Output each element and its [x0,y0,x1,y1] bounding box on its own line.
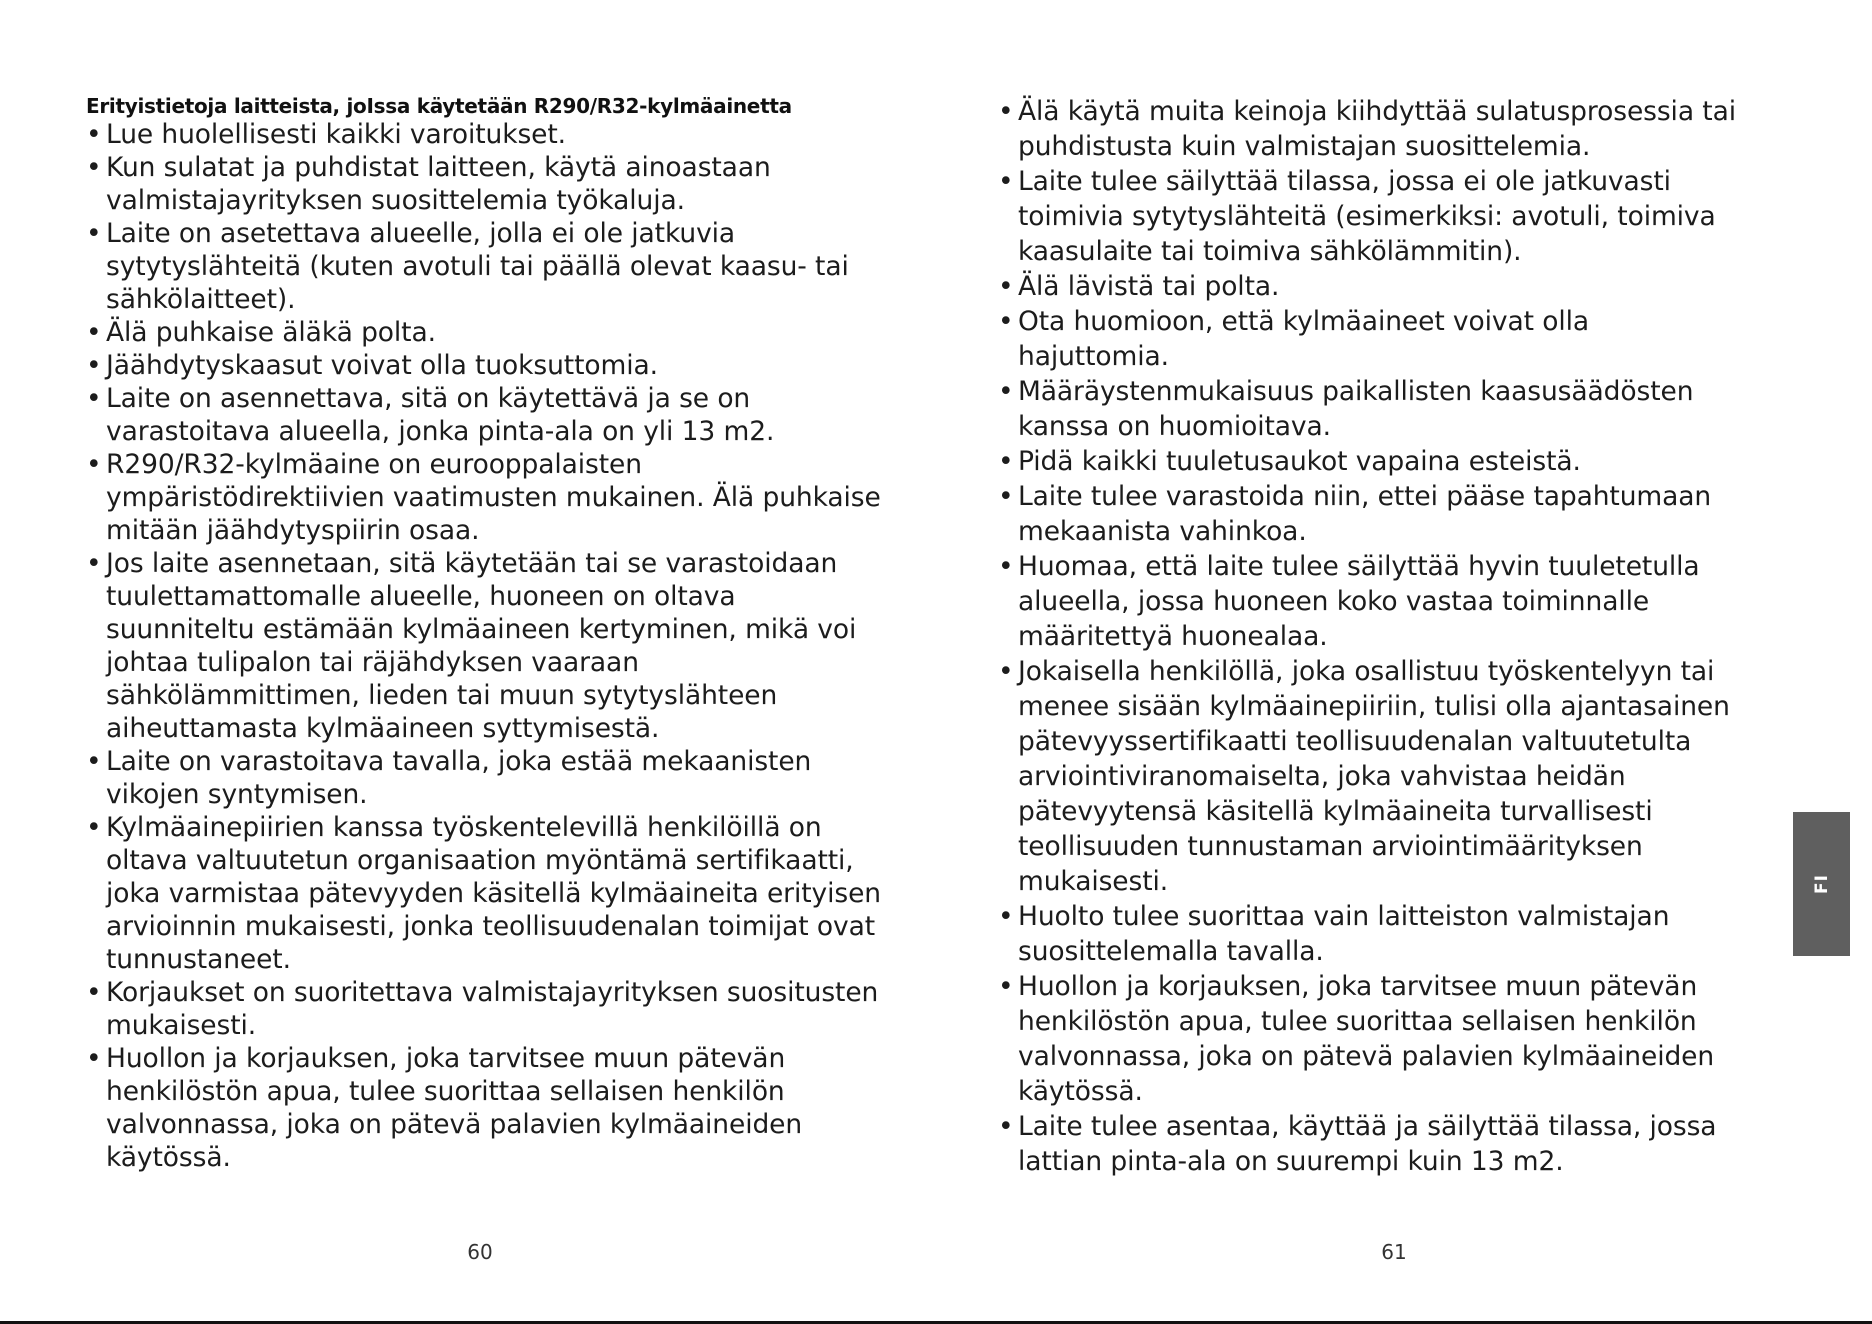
list-item [86,151,886,217]
list-item-text: Huollon ja korjauksen, joka tarvitsee muun pätevän henkilöstön apua, tulee suorittaa sellaisen henkilön valvonnassa, joka on pätevä palavien kylmäaineiden käytössä. [1018,971,1715,1107]
list-item [998,269,1738,304]
bullet-icon: • [998,306,1014,337]
list-item-text: Jokaisella henkilöllä, joka osallistuu työskentelyyn tai menee sisään kylmäainepiiriin, tulisi olla ajantasainen pätevyyssertifikaatti teollisuudenalan valtuutetulta arviointiviranomaiselta, joka vahvistaa heidän pätevyytensä käsitellä kylmäaineita turvallisesti teollisuuden tunnustaman arviointimäärityksen mukaisesti. [1018,656,1730,897]
bullet-icon: • [86,317,102,348]
list-item-text: Huolto tulee suorittaa vain laitteiston valmistajan suosittelemalla tavalla. [1018,901,1670,967]
list-item [86,547,886,745]
list-item-text: Jäähdytyskaasut voivat olla tuoksuttomia. [106,350,658,381]
list-item [998,899,1738,969]
list-item-text: Älä lävistä tai polta. [1018,271,1280,302]
bullet-icon: • [998,551,1014,582]
bullet-icon: • [998,271,1014,302]
list-item [86,1042,886,1174]
list-item-text: R290/R32-kylmäaine on eurooppalaisten ympäristödirektiivien vaatimusten mukainen. Älä puhkaise mitään jäähdytyspiirin osaa. [106,449,881,546]
list-item-text: Laite on varastoitava tavalla, joka estää mekaanisten vikojen syntymisen. [106,746,812,810]
list-item [998,164,1738,269]
right-page [936,0,1872,1310]
section-heading: Erityistietoja laitteista, joIssa käytetään R290/R32-kylmäainetta [86,94,792,118]
page-number: 60 [467,1240,493,1264]
bullet-icon: • [86,746,102,777]
list-item-text: Laite on asennettava, sitä on käytettävä ja se on varastoitava alueella, jonka pinta-ala on yli 13 m2. [106,383,775,447]
bullet-icon: • [998,166,1014,197]
list-item-text: Kylmäainepiirien kanssa työskentelevillä henkilöillä on oltava valtuutetun organisaation myöntämä sertifikaatti, joka varmistaa pätevyyden käsitellä kylmäaineita erityisen arvioinnin mukaisesti, jonka teollisuudenalan toimijat ovat tunnustaneet. [106,812,881,975]
list-item [86,118,886,151]
list-item [998,654,1738,899]
bullet-icon: • [998,656,1014,687]
list-item-text: Määräystenmukaisuus paikallisten kaasusäädösten kanssa on huomioitava. [1018,376,1694,442]
list-item [998,444,1738,479]
bullet-icon: • [86,152,102,183]
right-bullet-list [998,94,1738,1179]
bullet-icon: • [998,481,1014,512]
list-item-text: Laite tulee asentaa, käyttää ja säilyttää tilassa, jossa lattian pinta-ala on suurempi kuin 13 m2. [1018,1111,1717,1177]
list-item-text: Laite tulee säilyttää tilassa, jossa ei ole jatkuvasti toimivia sytytyslähteitä (esimerkiksi: avotuli, toimiva kaasulaite tai toimiva sähkölämmitin). [1018,166,1716,267]
bullet-icon: • [86,449,102,480]
left-bullet-list [86,118,886,1174]
bullet-icon: • [86,350,102,381]
bullet-icon: • [998,1111,1014,1142]
list-item [86,349,886,382]
list-item [86,745,886,811]
bullet-icon: • [998,971,1014,1002]
list-item-text: Pidä kaikki tuuletusaukot vapaina esteistä. [1018,446,1581,477]
left-page [0,0,936,1310]
language-tab-label: FI [1811,874,1832,894]
list-item-text: Älä puhkaise äläkä polta. [106,317,436,348]
list-item-text: Laite on asetettava alueelle, jolla ei ole jatkuvia sytytyslähteitä (kuten avotuli tai päällä olevat kaasu- tai sähkölaitteet). [106,218,849,315]
list-item-text: Huollon ja korjauksen, joka tarvitsee muun pätevän henkilöstön apua, tulee suorittaa sellaisen henkilön valvonnassa, joka on pätevä palavien kylmäaineiden käytössä. [106,1043,803,1173]
list-item-text: Lue huolellisesti kaikki varoitukset. [106,119,566,150]
list-item [998,479,1738,549]
bullet-icon: • [86,119,102,150]
list-item-text: Huomaa, että laite tulee säilyttää hyvin tuuletetulla alueella, jossa huoneen koko vastaa toiminnalle määritettyä huonealaa. [1018,551,1700,652]
list-item [86,217,886,316]
list-item [86,448,886,547]
list-item-text: Jos laite asennetaan, sitä käytetään tai se varastoidaan tuulettamattomalle alueelle, huoneen on oltava suunniteltu estämään kylmäaineen kertyminen, mikä voi johtaa tulipalon tai räjähdyksen vaaraan sähkölämmittimen, lieden tai muun sytytyslähteen aiheuttamasta kylmäaineen syttymisestä. [106,548,857,744]
bullet-icon: • [86,977,102,1008]
list-item-text: Ota huomioon, että kylmäaineet voivat olla hajuttomia. [1018,306,1589,372]
bullet-icon: • [86,383,102,414]
list-item [998,304,1738,374]
bullet-icon: • [86,1043,102,1074]
list-item [998,969,1738,1109]
list-item [86,811,886,976]
list-item-text: Kun sulatat ja puhdistat laitteen, käytä ainoastaan valmistajayrityksen suosittelemia työkaluja. [106,152,771,216]
list-item-text: Korjaukset on suoritettava valmistajayrityksen suositusten mukaisesti. [106,977,879,1041]
list-item-text: Älä käytä muita keinoja kiihdyttää sulatusprosessia tai puhdistusta kuin valmistajan suosittelemia. [1018,96,1736,162]
bullet-icon: • [998,96,1014,127]
bullet-icon: • [998,446,1014,477]
list-item [998,374,1738,444]
language-tab [1793,812,1850,956]
list-item [86,316,886,349]
list-item [86,382,886,448]
bullet-icon: • [86,548,102,579]
bullet-icon: • [998,376,1014,407]
list-item [998,1109,1738,1179]
bullet-icon: • [86,218,102,249]
list-item-text: Laite tulee varastoida niin, ettei pääse tapahtumaan mekaanista vahinkoa. [1018,481,1712,547]
list-item [86,976,886,1042]
list-item [998,549,1738,654]
list-item [998,94,1738,164]
page-number: 61 [1381,1240,1407,1264]
bullet-icon: • [86,812,102,843]
bullet-icon: • [998,901,1014,932]
